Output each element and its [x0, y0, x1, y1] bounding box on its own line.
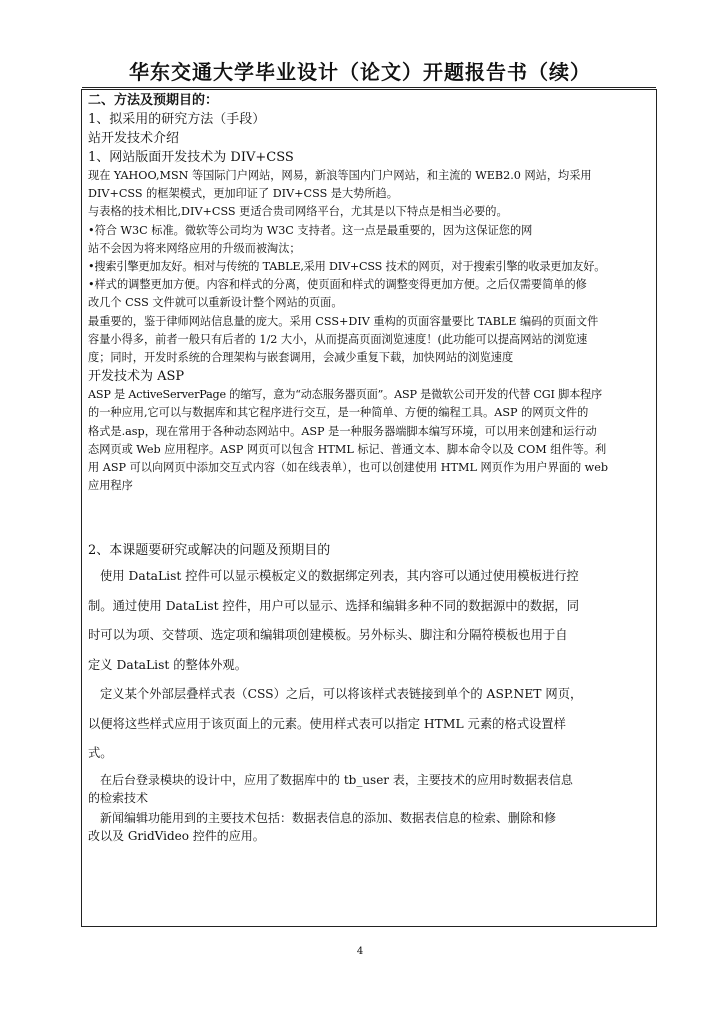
text-line: 应用程序 — [88, 479, 133, 493]
report-content — [88, 92, 654, 845]
text-line: •样式的调整更加方便。内容和样式的分离，使页面和样式的调整变得更加方便。之后仅需要简单的修 — [88, 278, 587, 292]
text-line: 站不会因为将来网络应用的升级而被淘汰； — [88, 241, 301, 255]
text-line: 格式是.asp，现在常用于各种动态网站中。ASP 是一种服务器端脚本编写环境，可以用来创建和运行动 — [88, 424, 597, 438]
paragraph-css — [88, 680, 654, 769]
text-line: 最重要的，鉴于律师网站信息量的庞大。采用 CSS+DIV 重构的页面容量要比 TABLE 编码的页面文件 — [88, 314, 599, 328]
paragraph-tech — [88, 167, 654, 495]
paragraph-datalist — [88, 562, 654, 680]
text-line: •符合 W3C 标准。微软等公司均为 W3C 支持者。这一点是最重要的，因为这保证您的网 — [88, 223, 533, 237]
report-box — [81, 89, 657, 927]
paragraph-login — [88, 771, 654, 807]
paragraph-news — [88, 809, 654, 845]
text-line: 现在 YAHOO,MSN 等国际门户网站，网易，新浪等国内门户网站，和主流的 WEB2.0 网站，均采用 — [88, 169, 592, 182]
subheading-divcss: 1、网站版面开发技术为 DIV+CSS — [88, 150, 294, 165]
text-line: 态网页或 Web 应用程序。ASP 网页可以包含 HTML 标记、普通文本、脚本命令以及 COM 组件等。利 — [88, 442, 607, 456]
subheading-goals: 2、本课题要研究或解决的问题及预期目的 — [88, 543, 331, 559]
page-title: 华东交通大学毕业设计（论文）开题报告书（续） — [129, 60, 591, 84]
subheading-methods: 1、拟采用的研究方法（手段） — [88, 112, 266, 127]
text-line: 时可以为项、交替项、选定项和编辑项创建模板。另外标头、脚注和分隔符模板也用于自 — [88, 628, 568, 643]
text-line: 的一种应用,它可以与数据库和其它程序进行交互，是一种简单、方便的编程工具。ASP 的网页文件的 — [88, 406, 589, 420]
text-line: 制。通过使用 DataList 控件，用户可以显示、选择和编辑多种不同的数据源中的数据，同 — [88, 598, 580, 613]
text-line: 用 ASP 可以向网页中添加交互式内容（如在线表单），也可以创建使用 HTML 网页作为用户界面的 web — [88, 461, 609, 475]
text-line: 在后台登录模块的设计中，应用了数据库中的 tb_user 表，主要技术的应用时数据表信息 — [100, 772, 573, 787]
page-number: 4 — [356, 946, 364, 957]
subheading-intro: 站开发技术介绍 — [88, 131, 180, 146]
text-line: 定义某个外部层叠样式表（CSS）之后，可以将该样式表链接到单个的 ASP.NET 网页， — [100, 687, 583, 702]
text-line: 改以及 GridVideo 控件的应用。 — [88, 828, 265, 843]
text-line: ASP 是 ActiveServerPage 的缩写，意为“动态服务器页面”。ASP 是微软公司开发的代替 CGI 脚本程序 — [88, 388, 603, 402]
text-line: 定义 DataList 的整体外观。 — [88, 657, 248, 672]
text-line: 的检索技术 — [88, 790, 149, 805]
text-line: 度；同时，开发时系统的合理架构与嵌套调用，会减少重复下载，加快网站的浏览速度 — [88, 351, 514, 365]
text-line: •搜索引擎更加友好。相对与传统的 TABLE,采用 DIV+CSS 技术的网页，对于搜索引擎的收录更加友好。 — [88, 260, 606, 274]
text-line: DIV+CSS 的框架模式，更加印证了 DIV+CSS 是大势所趋。 — [88, 187, 398, 201]
text-line: 容量小得多，前者一般只有后者的 1/2 大小，从而提高页面浏览速度！(此功能可以提高网站的浏览速 — [88, 332, 588, 346]
section-heading: 二、方法及预期目的： — [88, 93, 219, 108]
text-line: 与表格的技术相比,DIV+CSS 更适合贵司网络平台，尤其是以下特点是相当必要的。 — [88, 205, 508, 219]
text-line: 改几个 CSS 文件就可以重新设计整个网站的页面。 — [88, 296, 343, 310]
text-line: 以便将这些样式应用于该页面上的元素。使用样式表可以指定 HTML 元素的格式设置样 — [88, 716, 566, 731]
text-line: 式。 — [88, 746, 113, 761]
text-line: 使用 DataList 控件可以显示模板定义的数据绑定列表，其内容可以通过使用模板进行控 — [100, 569, 579, 584]
text-line: 开发技术为 ASP — [88, 369, 185, 385]
text-line: 新闻编辑功能用到的主要技术包括：数据表信息的添加、数据表信息的检索、删除和修 — [100, 810, 557, 825]
